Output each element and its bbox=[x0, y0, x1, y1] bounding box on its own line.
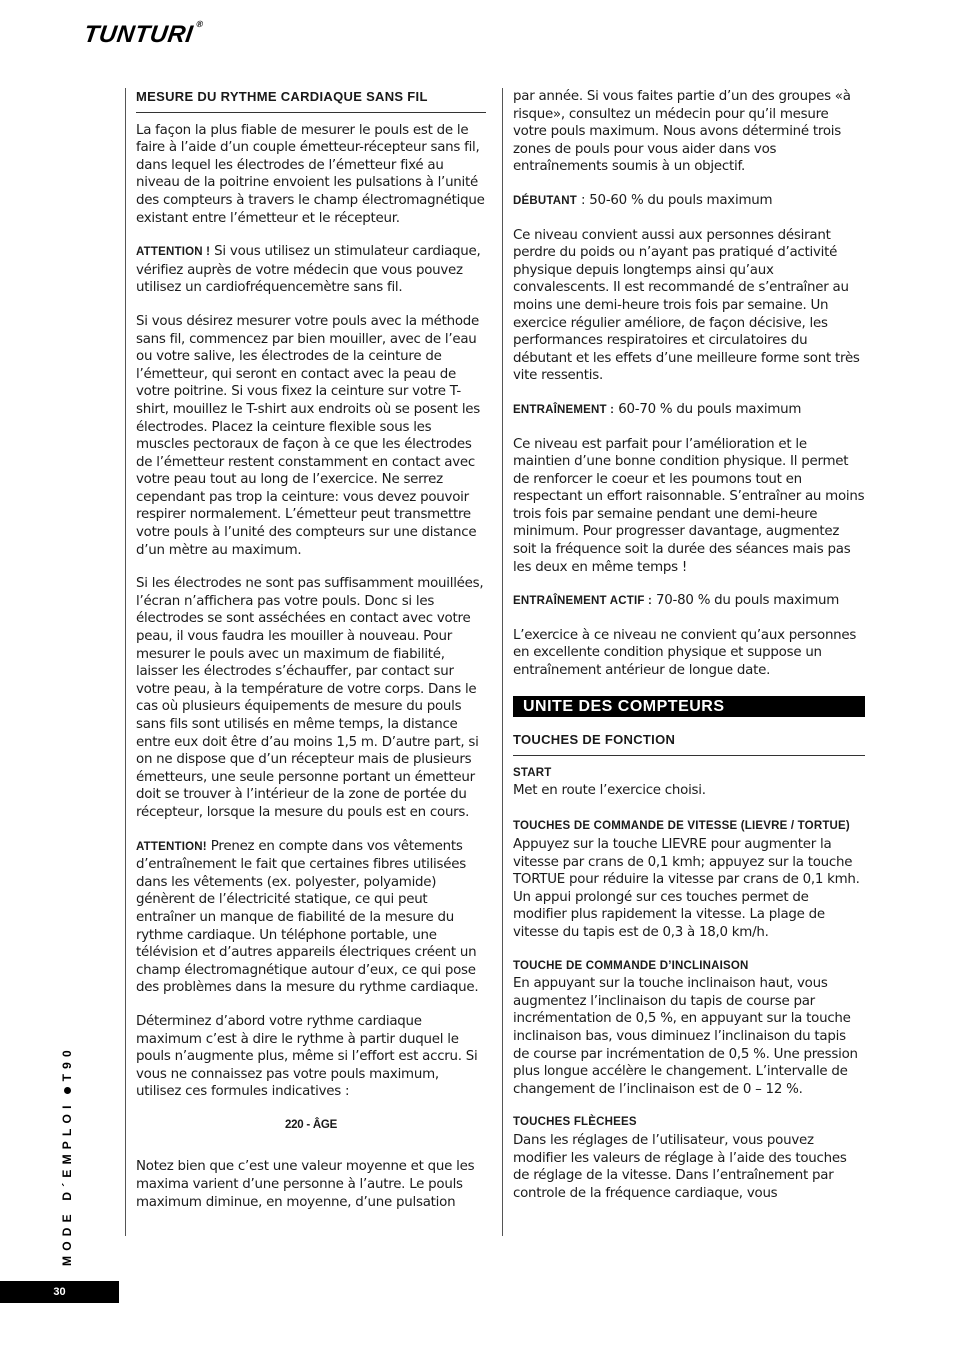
key-label: TOUCHE DE COMMANDE D’INCLINAISON bbox=[513, 959, 749, 972]
paragraph: Ce niveau convient aussi aux personnes désirant perdre du poids ou n’ayant pas pratiqué d’activité physique depuis longtemps ainsi qu’aux convalescents. Il est recommandé de s’entraîner au moins une demi-heure trois fois par semaine. Un exercice régulier améliore, de façon décisive, les performances respiratoires et circulatoires du débutant et les effets d’une meilleure forme sont très vite ressentis. bbox=[513, 227, 860, 384]
column-divider-middle bbox=[502, 88, 503, 1236]
key-incline bbox=[513, 958, 865, 1099]
bullet-dot-icon bbox=[64, 1087, 71, 1094]
attention-paragraph bbox=[136, 243, 486, 297]
zone-label: DÉBUTANT bbox=[513, 194, 577, 207]
key-arrows bbox=[513, 1114, 865, 1202]
zone-training bbox=[513, 401, 865, 420]
right-column bbox=[513, 88, 865, 1218]
key-start bbox=[513, 765, 865, 800]
zone-text: : 50-60 % du pouls maximum bbox=[577, 192, 773, 208]
zone-label: ENTRAÎNEMENT ACTIF : bbox=[513, 595, 653, 608]
left-column bbox=[136, 88, 486, 1227]
brand-name: TUNTURI bbox=[82, 21, 195, 48]
attention-paragraph bbox=[136, 838, 486, 997]
paragraph: Ce niveau est parfait pour l’amélioration et le maintien d’une bonne condition physique. Il permet de renforcer le coeur et les poumons tout en respectant un effort raisonnable. S’entraîner au moins trois fois par semaine pendant une demi-heure minimum. Pour progresser davantage, augmentez soit la fréquence soit la durée des séances mais pas les deux en même temps ! bbox=[513, 436, 865, 575]
model-label: T90 bbox=[60, 1045, 74, 1082]
attention-label: ATTENTION ! bbox=[136, 246, 211, 259]
tunturi-logo bbox=[82, 21, 204, 49]
zone-active-training bbox=[513, 592, 865, 611]
page-number: 30 bbox=[0, 1281, 119, 1303]
attention-text: Prenez en compte dans vos vêtements d’entraînement le fait que certaines fibres utilisées dans les vêtements (ex. polyester, polyamide) génèrent de l’électricité statique, ce qui peut entraîner un manque de fiabilité de la mesure du rythme cardiaque. Un téléphone portable, une télévision et d’autres appareils électriques créent un champ électromagnétique autour d’eux, ce qui pose des problèmes dans la mesure du rythme cardiaque. bbox=[136, 838, 479, 996]
zone-beginner bbox=[513, 192, 865, 211]
zone-text: 70-80 % du pouls maximum bbox=[652, 593, 840, 609]
attention-label: ATTENTION! bbox=[136, 840, 207, 853]
key-description: Appuyez sur la touche LIEVRE pour augmenter la vitesse par crans de 0,1 kmh; appuyez sur la touche TORTUE pour réduire la vitesse par crans de 0,1 kmh. Un appui prolongé sur ces touches permet de modifier plus rapidement la vitesse. La plage de vitesse du tapis est de 0,3 à 18,0 km/h. bbox=[513, 837, 860, 940]
paragraph: par année. Si vous faites partie d’un des groupes «à risque», consultez un médecin pour qu’il mesure votre pouls maximum. Nous avons déterminé trois zones de pouls pour vous aider dans vos entraînements soumis à un objectif. bbox=[513, 89, 851, 175]
max-heart-rate-formula: 220 - ÂGE bbox=[284, 1118, 338, 1131]
key-description: Dans les réglages de l’utilisateur, vous pouvez modifier les valeurs de réglage à l’aide des touches de réglage de la vitesse. Dans l’entraînement par controle de la fréquence cardiaque, vous bbox=[513, 1132, 847, 1201]
key-description: En appuyant sur la touche inclinaison haut, vous augmentez l’inclinaison du tapis de course par incrémentation de 0,5 %, en appuyant sur la touche inclinaison bas, vous diminuez l’inclinaison du tapis de course par incrémentation de 0,5 %. Une pression plus longue accélère le changement. L’intervalle de changement de l’inclinaison est de 0 – 12 %. bbox=[513, 976, 858, 1097]
zone-label: ENTRAÎNEMENT : bbox=[513, 403, 615, 416]
paragraph: Notez bien que c’est une valeur moyenne et que les maxima varient d’une personne à l’autre. Le pouls maximum diminue, en moyenne, d’une pulsation bbox=[136, 1159, 475, 1210]
key-label: TOUCHES FLÈCHEES bbox=[513, 1116, 637, 1129]
key-description: Met en route l’exercice choisi. bbox=[513, 783, 706, 799]
paragraph: Déterminez d’abord votre rythme cardiaque maximum c’est à dire le rythme à partir duquel le pouls n’augmente plus, même si l’effort est accru. Si vous ne connaissez pas votre pouls maximum, utilisez ces formules indicatives : bbox=[136, 1013, 478, 1100]
section-heading-function-keys: TOUCHES DE FONCTION bbox=[513, 731, 865, 756]
zone-text: 60-70 % du pouls maximum bbox=[614, 401, 802, 417]
key-speed bbox=[513, 816, 865, 942]
manual-label: MODE D´EMPLOI bbox=[60, 1100, 74, 1266]
key-label: START bbox=[513, 766, 552, 779]
paragraph: L’exercice à ce niveau ne convient qu’aux personnes en excellente condition physique et suppose un entraînement antérieur de longue date. bbox=[513, 627, 857, 679]
column-divider-left bbox=[125, 88, 126, 1236]
section-banner-meter-unit: UNITE DES COMPTEURS bbox=[513, 696, 865, 718]
attention-text: Si vous utilisez un stimulateur cardiaque, vérifiez auprès de votre médecin que vous pouvez utilisez un cardiofréquencemètre sans fil. bbox=[136, 244, 481, 296]
paragraph: Si les électrodes ne sont pas suffisamment mouillées, l’écran n’affichera pas votre pouls. Donc si les électrodes se sont asséchées en contact avec votre peau, il vous faudra les mouiller à nouveau. Pour mesurer le pouls avec un maximum de fiabilité, laisser les électrodes s’échauffer, par contact sur votre peau, à la température de votre corps. Dans le cas où plusieurs équipements de mesure du pouls sans fils sont utilisés en même temps, la distance entre eux doit être d’au moins 1,5 m. D’autre part, si on ne dispose que d’un récepteur mais de plusieurs émetteurs, une seule personne portant un émetteur doit se trouver à l’intérieur de la zone de portée du récepteur, lorsque la mesure du pouls est en cours. bbox=[136, 576, 484, 820]
section-heading-wireless-heart-rate: MESURE DU RYTHME CARDIAQUE SANS FIL bbox=[136, 88, 486, 113]
paragraph: La façon la plus fiable de mesurer le pouls est de le faire à l’aide d’un couple émetteur-récepteur sans fil, dans lequel les électrodes de l’émetteur fixé au niveau de la poitrine envoient les pulsations à l’unité des compteurs à travers le champ électromagnétique existant entre l’émetteur et le récepteur. bbox=[136, 122, 485, 226]
registered-mark: ® bbox=[195, 19, 205, 29]
side-running-label bbox=[60, 1045, 78, 1266]
key-label: TOUCHES DE COMMANDE DE VITESSE (LIEVRE / TORTUE) bbox=[513, 820, 850, 832]
paragraph: Si vous désirez mesurer votre pouls avec la méthode sans fil, commencez par bien mouiller, avec de l’eau ou votre salive, les électrodes de la ceinture de l’émetteur, qui seront en contact avec la peau de votre poitrine. Si vous fixez la ceinture sur votre T-shirt, mouillez le T-shirt aux endroits où se posent les électrodes. Placez la ceinture flexible sous les muscles pectoraux de façon à ce que les électrodes de l’émetteur restent constamment en contact avec votre peau tout au long de l’exercice. Ne serrez cependant pas trop la ceinture: vous devez pouvoir respirer normalement. L’émetteur peut transmettre votre pouls à l’unité des compteurs sur une distance d’un mètre au maximum. bbox=[136, 313, 481, 558]
